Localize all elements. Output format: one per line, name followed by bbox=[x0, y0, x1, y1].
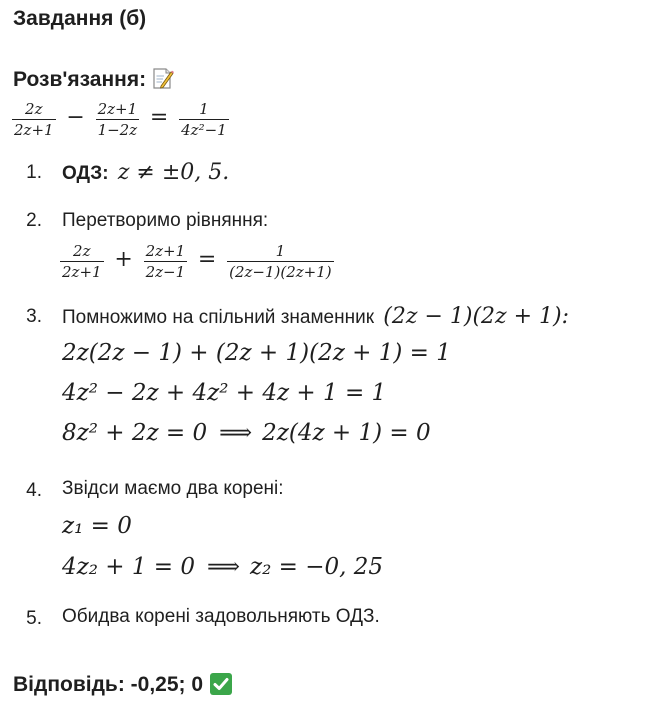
fraction: $\frac{2z}{2z+1}$ bbox=[62, 242, 102, 281]
step-3-line-3: 8z² + 2z = 0 ⟹ 2z(4z + 1) = 0 bbox=[62, 420, 431, 446]
step-number: 4. bbox=[26, 480, 42, 501]
step-5-text: Обидва корені задовольняють ОДЗ. bbox=[62, 606, 380, 627]
fraction: $\frac{1}{\text{4z²−1}}$ bbox=[181, 100, 227, 139]
step-4-text: Звідси маємо два корені: bbox=[62, 478, 284, 499]
root-z2: 4z₂ + 1 = 0 ⟹ z₂ = −0, 25 bbox=[62, 554, 384, 580]
step-2-text: Перетворимо рівняння: bbox=[62, 210, 269, 231]
odz-math: z ≠ ±0, 5. bbox=[117, 160, 230, 185]
memo-icon bbox=[152, 66, 174, 90]
step-3-math: (2z − 1)(2z + 1): bbox=[383, 304, 570, 329]
fraction: $\frac{1}{(2z-1)(2z+1)}$ bbox=[229, 242, 332, 281]
solution-heading bbox=[13, 66, 174, 92]
step-2-equation: $\frac{2z}{2z+1}$ + $\frac{2z+1}{2z-1}$ = $\frac{1}{(2z-1)(2z+1)}$ bbox=[62, 242, 332, 281]
step-number: 1. bbox=[26, 162, 42, 183]
fraction: $\frac{2z+1}{2z-1}$ bbox=[145, 242, 186, 281]
step-3-line-2: 4z² − 2z + 4z² + 4z + 1 = 1 bbox=[62, 380, 387, 406]
fraction: $\frac{2z}{2z+1}$ bbox=[14, 100, 54, 139]
step-1 bbox=[62, 160, 229, 185]
answer bbox=[13, 672, 233, 697]
main-equation: $\frac{2z}{2z+1}$ − $\frac{2z+1}{1-2z}$ = $\frac{1}{\text{4z²−1}}$ bbox=[14, 100, 227, 139]
step-number: 2. bbox=[26, 210, 42, 231]
step-3-line-1: 2z(2z − 1) + (2z + 1)(2z + 1) = 1 bbox=[62, 340, 451, 366]
check-mark-icon bbox=[209, 672, 233, 696]
solution-label: Розв'язання: bbox=[13, 68, 147, 91]
answer-label: Відповідь: -0,25; 0 bbox=[13, 673, 204, 696]
step-number: 5. bbox=[26, 608, 42, 629]
fraction: $\frac{2z+1}{1-2z}$ bbox=[97, 100, 138, 139]
odz-label: ОДЗ: bbox=[62, 163, 109, 184]
step-3-text: Помножимо на спільний знаменник (2z − 1)(2z + 1): bbox=[62, 304, 570, 329]
step-number: 3. bbox=[26, 306, 42, 327]
root-z1: z₁ = 0 bbox=[62, 513, 132, 539]
page-title: Завдання (б) bbox=[13, 7, 147, 30]
